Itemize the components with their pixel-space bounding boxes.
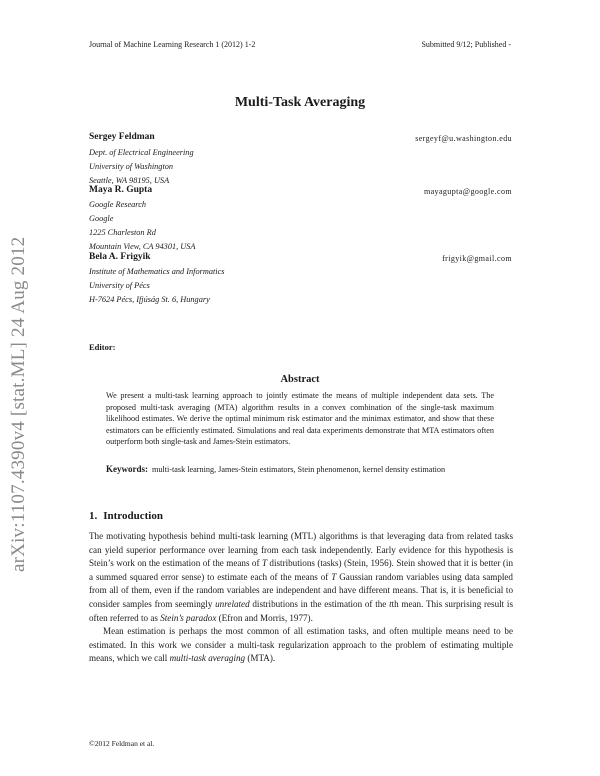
intro-paragraph-1 (89, 530, 513, 625)
text-run: Gaussian random variables using data sampled from all of them, even if the random variables are independent and have different means. That is, it is beneficial to consider samples from seemingly (89, 571, 513, 609)
author-name: Maya R. Gupta (89, 185, 153, 195)
keywords (106, 464, 494, 476)
author-email[interactable]: sergeyf@u.washington.edu (415, 134, 512, 143)
section-number: 1. (89, 510, 98, 522)
affiliation-line: H-7624 Pécs, Ifjúság St. 6, Hungary (89, 295, 210, 304)
paper-title: Multi-Task Averaging (234, 95, 366, 110)
text-run: distributions (tasks) (Stein, 1956). Stein showed that it is better (in a summed squared error sense) to estimate each of the means of (89, 558, 513, 582)
section-heading (89, 510, 163, 522)
affiliation-line: Google Research (89, 200, 147, 209)
math-variable: T (261, 558, 267, 569)
section-title: Introduction (103, 510, 163, 522)
affiliation-line: University of Pécs (89, 281, 150, 290)
text-run: (MTA). (245, 653, 276, 664)
author-name: Bela A. Frigyik (89, 252, 151, 262)
math-variable: t (389, 598, 392, 609)
journal-header: Journal of Machine Learning Research 1 (2012) 1-2 (89, 40, 256, 49)
emphasis: multi-task averaging (169, 653, 246, 664)
affiliation-line: Mountain View, CA 94301, USA (89, 242, 196, 251)
arxiv-stamp[interactable]: arXiv:1107.4390v4 [stat.ML] 24 Aug 2012 (8, 236, 29, 572)
text-run: th mean. This surprising result is often referred to as (89, 598, 513, 623)
affiliation-line: 1225 Charleston Rd (89, 228, 156, 237)
author-affiliation (89, 146, 194, 188)
submission-info: Submitted 9/12; Published - (421, 40, 511, 49)
text-run: (Efron and Morris, 1977). (216, 612, 313, 623)
author-email[interactable]: mayagupta@google.com (423, 187, 512, 196)
author-affiliation (89, 265, 225, 307)
text-run: Mean estimation is perhaps the most common of all estimation tasks, and often multiple means need to be estimated. In this work we consider a multi-task regularization approach to the problem of estimating multiple means, which we call (89, 626, 513, 664)
intro-paragraph-2 (89, 625, 513, 666)
keywords-list: multi-task learning, James-Stein estimators, Stein phenomenon, kernel density estimation (152, 465, 446, 474)
affiliation-line: Google (89, 214, 114, 223)
emphasis: unrelated (215, 598, 250, 609)
author-email[interactable]: frigyik@gmail.com (442, 254, 512, 263)
affiliation-line: Institute of Mathematics and Informatics (89, 267, 225, 276)
affiliation-line: University of Washington (89, 162, 174, 171)
text-run: distributions in the estimation of the (249, 598, 390, 609)
emphasis: Stein’s paradox (160, 612, 217, 623)
abstract-text: We present a multi-task learning approach to jointly estimate the means of multiple independent data sets. The proposed multi-task averaging (MTA) algorithm results in a convex combination of the single-task maximum likelihood estimates. We derive the optimal minimum risk estimator and the minimax estimator, and show that these estimators can be efficiently estimated. Simulations and real data experiments demonstrate that MTA estimators often outperform both single-task and James-Stein estimators. (106, 391, 494, 446)
math-variable: T (331, 571, 337, 582)
keywords-label: Keywords: (106, 464, 148, 474)
text-run: The motivating hypothesis behind multi-task learning (MTL) algorithms is that leveraging data from related tasks can yield superior performance over learning from each task independently. Early evidence for this hypothesis is Stein’s work on the estimation of the means of (89, 531, 513, 569)
author-affiliation (89, 198, 195, 254)
affiliation-line: Dept. of Electrical Engineering (89, 148, 194, 157)
editor-label: Editor: (89, 342, 116, 352)
affiliation-line: Seattle, WA 98195, USA (89, 176, 170, 185)
introduction-body (89, 530, 513, 666)
copyright-footer: ©2012 Feldman et al. (89, 739, 155, 748)
abstract-heading: Abstract (280, 374, 320, 385)
author-name: Sergey Feldman (89, 132, 155, 142)
